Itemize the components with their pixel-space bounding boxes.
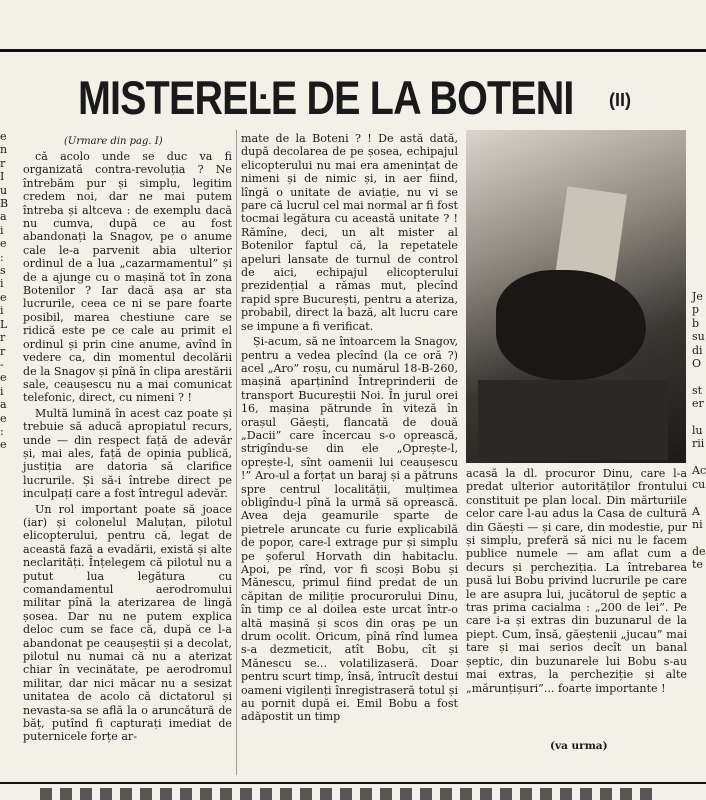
article-headline: MISTEREĿE DE LA BOTENI: [78, 71, 574, 124]
article-photo: [466, 130, 686, 463]
bottom-rule: [0, 782, 706, 784]
article-column-2: [241, 132, 458, 726]
column-divider: [236, 130, 237, 775]
photo-detail: [478, 380, 668, 460]
paragraph: Și-acum, să ne întoarcem la Snagov, pentru a vedea plecînd (la ce oră ?) acel „Aro” roșu, cu numărul 18-B-260, mașină aparținînd Întreprinderii de transport Bucureștii Noi. În jurul orei 16, mașina pătrunde în viteză în orașul Găești, flancată de două „Dacii” care încercau s-o oprească, strigîndu-se din ele „Oprește-l, oprește-l, sînt oamenii lui ceaușescu !” Aro-ul a forțat un baraj și a pătruns spre centrul localității, mulțimea obligîndu-l pînă la urmă să oprească. Avea deja geamurile sparte de pietrele aruncate cu furie explicabilă de popor, care-l extrage pur și simplu pe șoferul Horvath din habitaclu. Apoi, pe rînd, vor fi scoși Bobu și Mănescu, primul fiind predat de un căpitan de miliție procurorului Dinu, în timp ce al doilea este urcat într-o altă mașină și scos din oraș pe un drum ocolit. Oricum, pînă rînd lumea s-a dezmeticit, atît Bobu, cît și Mănescu se... volatilizaseră. Doar pentru scurt timp, însă, întrucît destui oameni vigilenți înregistraseră totul și au pornit după ei. Emil Bobu a fost adăpostit un timp: [241, 335, 458, 724]
paragraph: Un rol important poate să joace (iar) și colonelul Maluțan, pilotul elicopterului, pentru că, legat de această fază a evadării, există și alte neclarități. Înțelegem că pilotul nu a putut lua legătura cu comandamentul aerodromului militar pînă la aterizarea de lingă șosea. Dar nu ne putem explica deloc cum se face că, după ce l-a abandonat pe ceaușeștii și a decolat, pilotul nu numai că nu a aterizat chiar în vecinătate, pe aerodromul militar, dar nici măcar nu a sesizat unitatea de acolo că dictatorul și nevasta-sa se află la o aruncătură de băț, putînd fi capturați imediat de puternicele forțe ar-: [23, 502, 232, 744]
top-rule: [0, 49, 706, 52]
continuation-note: (Urmare din pag. I): [64, 136, 163, 147]
paragraph: Multă lumină în acest caz poate și trebuie să aducă apropiatul recurs, unde — din respect față de adevăr și, mai ales, față de opinia publică, justiția are datoria să clarifice lucrurile. Și să-i întrebe direct pe inculpați care a fost întregul adevăr.: [23, 406, 232, 501]
next-headline-fragment: [40, 788, 660, 800]
left-strip-text: e n r I u B a i e : s i e i L r r - e i a e : e: [0, 130, 9, 452]
right-strip-text: Je p b su di O st er lu rii Ac cu A ni de te: [692, 290, 706, 572]
right-adjacent-column-fragment: [692, 290, 706, 572]
photo-detail: [496, 270, 646, 380]
paragraph: mate de la Boteni ? ! De astă dată, după decolarea de pe șosea, echipajul elicopterului nu mai era amenințat de nimeni și de nimic și, in aer fiind, lîngă o unitate de aviație, nu vi se pare că lucrul cel mai normal ar fi fost tocmai legătura cu această unitate ? ! Rămîne, deci, un alt mister al Botenilor faptul că, la repetatele apeluri lansate de turnul de control de aici, echipajul elicopterului prezidențial a rămas mut, plecînd rapid spre București, pentru a ateriza, probabil, direct la bază, alt lucru care se impune a fi verificat.: [241, 132, 458, 333]
paragraph: că acolo unde se duc va fi organizată contra-revoluția ? Ne întrebăm pur și simplu, legitim credem noi, dar ne mai putem întreba și altceva : de exemplu dacă nu cumva, după ce au fost abandonați la Snagov, pe o anume cale le-a parvenit abia ulterior ordinul de a lua „cazarmamentul” și de a ajunge cu o mașină tot în zona Botenilor ? Iar dacă așa ar sta lucrurile, ceea ce ni se pare foarte posibil, marea chestiune care se ridică este pe ce cale au primit el ordinul și prin cine anume, avînd în vedere ca, din momentul decolării de la Snagov și pînă în clipa arestării sale, ceaușescu nu a mai comunicat telefonic, direct, cu nimeni ? !: [23, 150, 232, 405]
to-be-continued-note: (va urma): [550, 740, 608, 752]
article-column-3: [466, 467, 687, 697]
article-part-number: (II): [609, 90, 631, 110]
article-column-1: [23, 150, 232, 746]
paragraph: acasă la dl. procuror Dinu, care l-a predat ulterior autorităților frontului constituit pe plan local. Din mărturiile celor care l-au adus la Casa de cultură din Găești — și care, din modestie, pur și simplu, preferă să nici nu le facem publice numele — am aflat cum a decurs și percheziția. La întrebarea pusă lui Bobu privind lucrurile pe care le are asupra lui, jucătorul de șeptic a tras prima cacialma : „200 de lei”. Pe care i-a și extras din buzunarul de la piept. Cum, însă, găeștenii „jucau” mai tare și mai serios decît un banal șeptic, din buzunarele lui Bobu s-au mai extras, la percheziție și alte „mărunțișuri”... foarte importante !: [466, 467, 687, 695]
left-adjacent-column-fragment: [0, 130, 14, 780]
